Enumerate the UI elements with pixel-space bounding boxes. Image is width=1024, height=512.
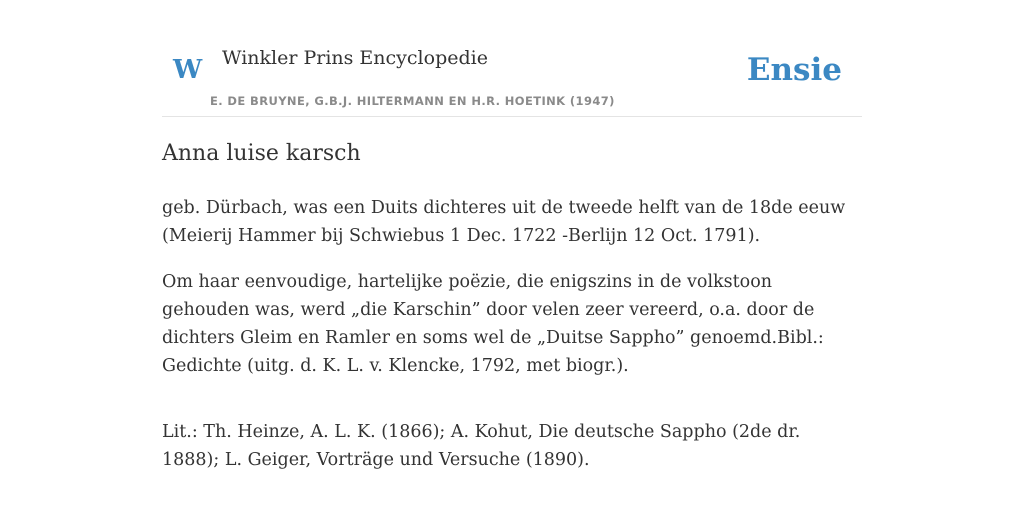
article — [162, 136, 862, 492]
header — [162, 0, 862, 117]
encyclopedia-authors: E. DE BRUYNE, G.B.J. HILTERMANN EN H.R. HOETINK (1947) — [210, 94, 615, 108]
entry-title: Anna luise karsch — [162, 141, 361, 166]
entry-paragraph-intro: geb. Dürbach, was een Duits dichteres uit de tweede helft van de 18de eeuw (Meierij Hammer bij Schwiebus 1 Dec. 1722 -Berlijn 12 Oct. 1791). — [162, 198, 846, 246]
winkler-prins-logo[interactable]: W — [173, 55, 203, 85]
entry-paragraph-body: Om haar eenvoudige, hartelijke poëzie, die enigszins in de volkstoon gehouden was, werd „die Karschin” door velen zeer vereerd, o.a. door de dichters Gleim en Ramler en soms wel de „Duitse Sappho” genoemd.Bibl.: Gedichte (uitg. d. K. L. v. Klencke, 1792, met biogr.). — [162, 272, 824, 376]
ensie-brand-logo[interactable]: Ensie — [746, 52, 842, 88]
encyclopedia-title[interactable]: Winkler Prins Encyclopedie — [222, 47, 488, 69]
entry-paragraph-literature: Lit.: Th. Heinze, A. L. K. (1866); A. Kohut, Die deutsche Sappho (2de dr. 1888); L. Geiger, Vorträge und Versuche (1890). — [162, 422, 801, 470]
